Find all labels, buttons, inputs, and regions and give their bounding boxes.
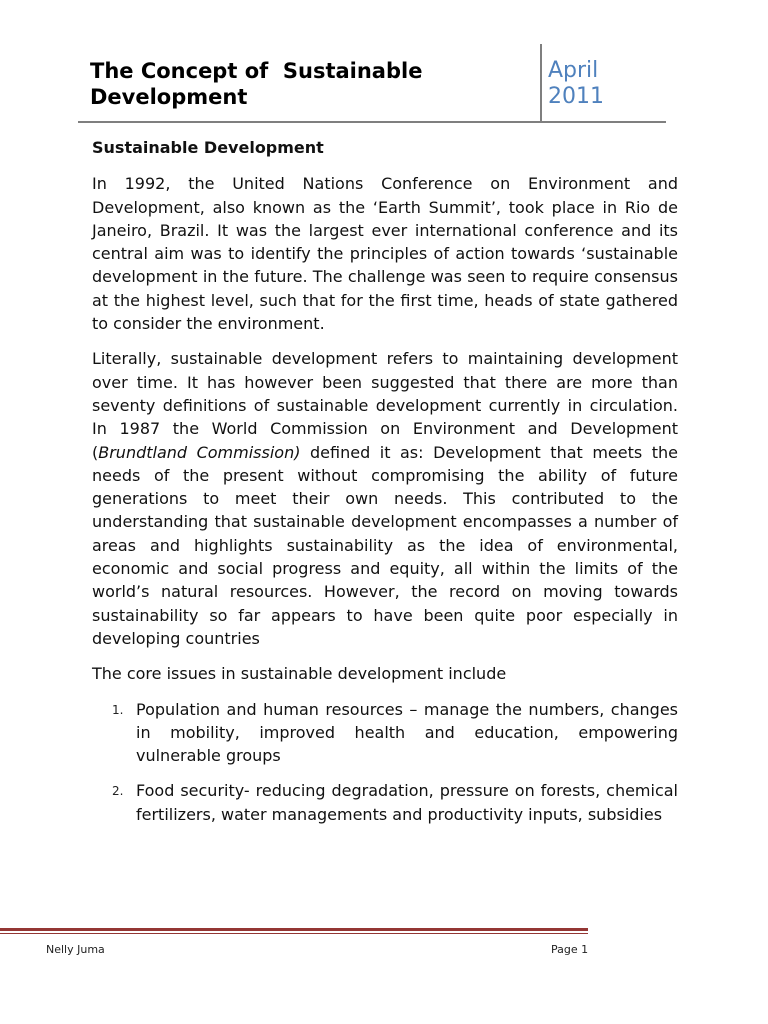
document-header (0, 0, 768, 130)
date-year: 2011 (548, 84, 604, 109)
document-body (92, 136, 678, 838)
list-item-number: 2. (112, 784, 124, 799)
footer-page-number: Page 1 (551, 943, 589, 956)
paragraph-definition (92, 347, 678, 650)
footer-rule-thick (0, 928, 588, 931)
date-month: April (548, 58, 599, 83)
list-item (92, 779, 678, 826)
list-item-number: 1. (112, 702, 124, 717)
core-issues-list (92, 698, 678, 826)
document-title: The Concept of Sustainable Development (90, 59, 430, 109)
paragraph-definition-part2: defined it as: Development that meets the needs of the present without compromising the ability of future generations to meet their own needs. This contributed to the understanding that sustainable development encompasses a number of areas and highlights sustainability as the idea of environmental, economic and social progress and equity, all within the limits of the world’s natural resources. However, the record on moving towards sustainability so far appears to have been quite poor especially in developing countries (92, 442, 678, 648)
brundtland-commission-italic: Brundtland Commission) (98, 442, 301, 462)
list-item (92, 698, 678, 768)
list-item-text: Food security- reducing degradation, pressure on forests, chemical fertilizers, water managements and productivity inputs, subsidies (136, 781, 678, 824)
footer-rule-thin (0, 933, 588, 934)
paragraph-earth-summit: In 1992, the United Nations Conference on Environment and Development, also known as the ‘Earth Summit’, took place in Rio de Janeiro, Brazil. It was the largest ever international conference and its central aim was to identify the principles of action towards ‘sustainable development in the future. The challenge was seen to require consensus at the highest level, such that for the first time, heads of state gathered to consider the environment. (92, 174, 678, 334)
header-horizontal-divider (78, 121, 666, 123)
section-heading: Sustainable Development (92, 138, 324, 157)
list-item-text: Population and human resources – manage the numbers, changes in mobility, improved health and education, empowering vulnerable groups (136, 699, 678, 766)
document-date (548, 58, 658, 110)
paragraph-definition-part1: Literally, sustainable development refers to maintaining development over time. It has however been suggested that there are more than seventy definitions of sustainable development currently in circulation. In 1987 the World Commission on Environment and Development ( (92, 349, 678, 462)
footer-author: Nelly Juma (46, 943, 105, 956)
header-vertical-divider (540, 44, 542, 122)
list-intro: The core issues in sustainable development include (92, 664, 507, 684)
